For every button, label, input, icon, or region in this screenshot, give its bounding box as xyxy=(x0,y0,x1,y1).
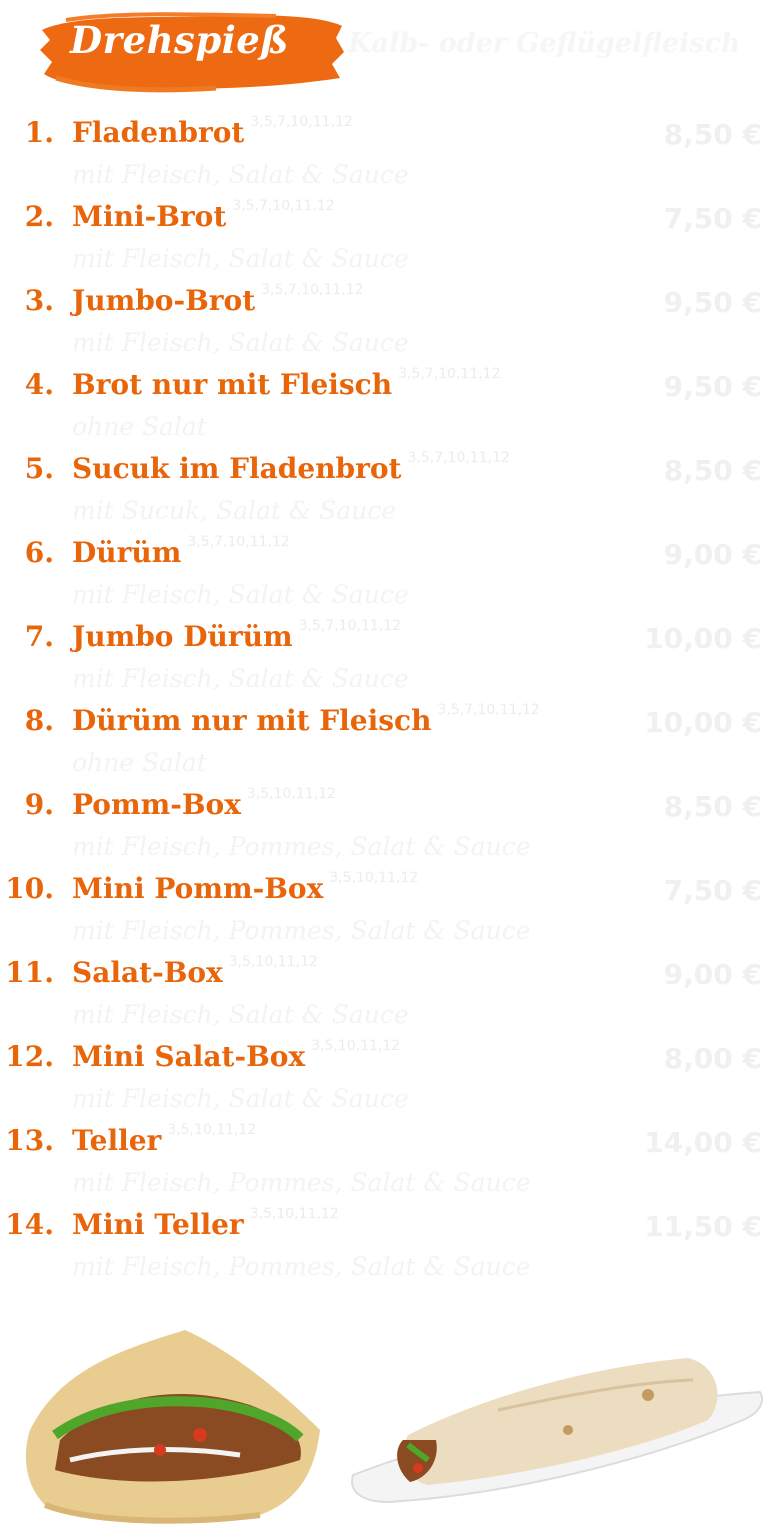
item-name xyxy=(72,1208,339,1241)
item-name-text: Pomm-Box xyxy=(72,788,241,821)
menu-item xyxy=(0,954,768,1038)
food-photos xyxy=(0,1310,768,1527)
item-number: 5. xyxy=(24,452,54,485)
item-price: 8,50 € xyxy=(663,454,762,487)
item-number: 6. xyxy=(24,536,54,569)
item-price: 9,50 € xyxy=(663,286,762,319)
allergen-codes: 3,5,7,10,11,12 xyxy=(398,366,501,382)
section-subtitle: Kalb- oder Geflügelfleisch xyxy=(348,28,741,59)
item-number: 14. xyxy=(5,1208,54,1241)
item-price: 8,50 € xyxy=(663,790,762,823)
item-description: mit Fleisch, Salat & Sauce xyxy=(72,1000,409,1029)
item-name-text: Jumbo Dürüm xyxy=(72,620,293,653)
item-number: 9. xyxy=(24,788,54,821)
menu-list xyxy=(0,114,768,1290)
menu-item xyxy=(0,618,768,702)
menu-item xyxy=(0,870,768,954)
item-name xyxy=(72,956,318,989)
menu-item xyxy=(0,366,768,450)
item-name xyxy=(72,284,364,317)
item-number: 13. xyxy=(5,1124,54,1157)
item-number: 7. xyxy=(24,620,54,653)
item-description: mit Fleisch, Pommes, Salat & Sauce xyxy=(72,832,531,861)
item-name xyxy=(72,1040,400,1073)
item-name xyxy=(72,704,540,737)
item-price: 10,00 € xyxy=(644,706,762,739)
item-name-text: Dürüm xyxy=(72,536,182,569)
allergen-codes: 3,5,10,11,12 xyxy=(311,1038,401,1054)
item-name-text: Teller xyxy=(72,1124,162,1157)
allergen-codes: 3,5,7,10,11,12 xyxy=(250,114,353,130)
menu-item xyxy=(0,1122,768,1206)
allergen-codes: 3,5,7,10,11,12 xyxy=(187,534,290,550)
item-description: mit Fleisch, Salat & Sauce xyxy=(72,1084,409,1113)
item-name-text: Mini Salat-Box xyxy=(72,1040,306,1073)
menu-item xyxy=(0,282,768,366)
menu-item xyxy=(0,114,768,198)
item-number: 2. xyxy=(24,200,54,233)
item-price: 7,50 € xyxy=(663,874,762,907)
durum-wrap-image xyxy=(348,1310,768,1527)
menu-item xyxy=(0,534,768,618)
menu-item xyxy=(0,1206,768,1290)
item-price: 8,50 € xyxy=(663,118,762,151)
item-price: 9,00 € xyxy=(663,538,762,571)
item-name-text: Dürüm nur mit Fleisch xyxy=(72,704,432,737)
item-description: mit Fleisch, Pommes, Salat & Sauce xyxy=(72,1252,531,1281)
item-name xyxy=(72,536,290,569)
menu-header xyxy=(0,0,768,100)
menu-item xyxy=(0,786,768,870)
item-number: 12. xyxy=(5,1040,54,1073)
item-description: mit Fleisch, Pommes, Salat & Sauce xyxy=(72,1168,531,1197)
item-description: ohne Salat xyxy=(72,412,207,441)
menu-item xyxy=(0,450,768,534)
item-name xyxy=(72,872,418,905)
item-name xyxy=(72,116,353,149)
allergen-codes: 3,5,10,11,12 xyxy=(249,1206,339,1222)
item-price: 11,50 € xyxy=(644,1210,762,1243)
item-price: 10,00 € xyxy=(644,622,762,655)
item-price: 14,00 € xyxy=(644,1126,762,1159)
section-title: Drehspieß xyxy=(70,18,289,62)
allergen-codes: 3,5,10,11,12 xyxy=(246,786,336,802)
item-price: 9,50 € xyxy=(663,370,762,403)
item-name-text: Mini Teller xyxy=(72,1208,244,1241)
item-name-text: Jumbo-Brot xyxy=(72,284,256,317)
item-description: mit Sucuk, Salat & Sauce xyxy=(72,496,397,525)
allergen-codes: 3,5,10,11,12 xyxy=(329,870,419,886)
item-description: mit Fleisch, Salat & Sauce xyxy=(72,580,409,609)
item-description: ohne Salat xyxy=(72,748,207,777)
item-description: mit Fleisch, Salat & Sauce xyxy=(72,328,409,357)
menu-item xyxy=(0,1038,768,1122)
item-price: 8,00 € xyxy=(663,1042,762,1075)
item-number: 4. xyxy=(24,368,54,401)
item-description: mit Fleisch, Salat & Sauce xyxy=(72,244,409,273)
allergen-codes: 3,5,7,10,11,12 xyxy=(298,618,402,634)
item-name xyxy=(72,620,401,653)
item-name xyxy=(72,200,335,233)
item-name xyxy=(72,1124,256,1157)
allergen-codes: 3,5,7,10,11,12 xyxy=(232,198,335,214)
item-description: mit Fleisch, Salat & Sauce xyxy=(72,664,409,693)
item-name-text: Mini Pomm-Box xyxy=(72,872,324,905)
item-name-text: Brot nur mit Fleisch xyxy=(72,368,393,401)
item-name-text: Sucuk im Fladenbrot xyxy=(72,452,402,485)
item-description: mit Fleisch, Pommes, Salat & Sauce xyxy=(72,916,531,945)
allergen-codes: 3,5,7,10,11,12 xyxy=(407,450,510,466)
item-number: 10. xyxy=(5,872,54,905)
allergen-codes: 3,5,10,11,12 xyxy=(228,954,318,970)
item-number: 8. xyxy=(24,704,54,737)
menu-item xyxy=(0,198,768,282)
item-description: mit Fleisch, Salat & Sauce xyxy=(72,160,409,189)
item-number: 1. xyxy=(24,116,54,149)
item-name xyxy=(72,368,501,401)
allergen-codes: 3,5,7,10,11,12 xyxy=(437,702,540,718)
menu-item xyxy=(0,702,768,786)
item-name xyxy=(72,452,510,485)
item-price: 9,00 € xyxy=(663,958,762,991)
allergen-codes: 3,5,7,10,11,12 xyxy=(261,282,364,298)
allergen-codes: 3,5,10,11,12 xyxy=(167,1122,257,1138)
item-name-text: Salat-Box xyxy=(72,956,223,989)
item-name-text: Mini-Brot xyxy=(72,200,227,233)
item-number: 3. xyxy=(24,284,54,317)
item-name xyxy=(72,788,336,821)
item-name-text: Fladenbrot xyxy=(72,116,245,149)
item-price: 7,50 € xyxy=(663,202,762,235)
item-number: 11. xyxy=(5,956,54,989)
